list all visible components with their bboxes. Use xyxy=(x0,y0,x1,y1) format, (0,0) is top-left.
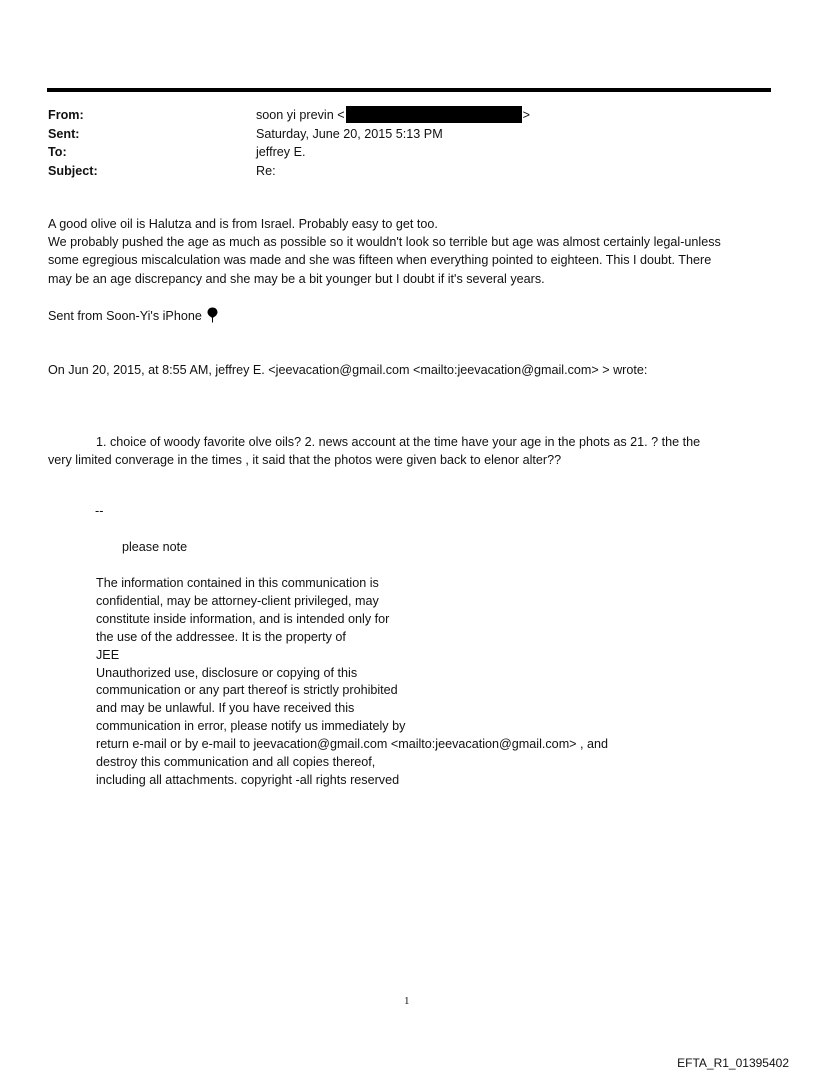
disclaimer-line: JEE xyxy=(96,647,120,662)
disclaimer-line: The information contained in this communication is xyxy=(96,576,379,590)
from-open-bracket: < xyxy=(337,108,345,122)
header-rule xyxy=(47,88,771,92)
body-line: A good olive oil is Halutza and is from Israel. Probably easy to get too. xyxy=(48,217,438,231)
disclaimer-line: confidential, may be attorney-client privileged, may xyxy=(96,593,379,608)
bates-number: EFTA_R1_01395402 xyxy=(677,1056,789,1070)
from-label: From: xyxy=(48,108,84,122)
disclaimer-line: including all attachments. copyright -all rights reserved xyxy=(96,772,400,787)
quoted-line: 1. choice of woody favorite olve oils? 2. news account at the time have your age in the phots as 21. ? the the xyxy=(96,435,701,449)
disclaimer-line: return e-mail or by e-mail to jeevacation@gmail.com <mailto:jeevacation@gmail.com> , and xyxy=(96,737,609,752)
location-pin-icon xyxy=(207,307,218,323)
disclaimer-line: and may be unlawful. If you have received this xyxy=(96,701,355,716)
redaction-box xyxy=(346,106,522,123)
disclaimer-line: constitute inside information, and is intended only for xyxy=(96,611,390,626)
to-label: To: xyxy=(48,145,67,159)
disclaimer-line: communication in error, please notify us immediately by xyxy=(96,719,406,734)
from-close-bracket: > xyxy=(522,108,530,122)
subject-value: Re: xyxy=(256,163,276,178)
sender-name: soon yi previn xyxy=(256,108,334,122)
disclaimer-line: Unauthorized use, disclosure or copying of this xyxy=(96,665,358,680)
confidentiality-disclaimer xyxy=(96,575,608,790)
to-value: jeffrey E. xyxy=(256,145,306,159)
quote-header: On Jun 20, 2015, at 8:55 AM, jeffrey E. <jeevacation@gmail.com <mailto:jeevacation@gmail.com> > wrote: xyxy=(48,363,648,377)
body-line: some egregious miscalculation was made and she was fifteen when everything pointed to eighteen. This I doubt. There xyxy=(48,253,712,268)
from-value xyxy=(256,106,530,125)
subject-label: Subject: xyxy=(48,163,98,178)
signature xyxy=(48,307,776,325)
disclaimer-line: the use of the addressee. It is the property of xyxy=(96,629,346,644)
message-body xyxy=(48,215,776,288)
disclaimer-line: destroy this communication and all copies thereof, xyxy=(96,755,376,770)
signature-text: Sent from Soon-Yi's iPhone xyxy=(48,309,202,323)
body-line: We probably pushed the age as much as possible so it wouldn't look so terrible but age was almost certainly legal-unless xyxy=(48,235,721,250)
disclaimer-line: communication or any part thereof is strictly prohibited xyxy=(96,683,398,698)
please-note: please note xyxy=(122,540,188,554)
signature-separator: -- xyxy=(95,504,104,518)
body-line: may be an age discrepancy and she may be a bit younger but I doubt if it's several years. xyxy=(48,271,545,286)
sent-value: Saturday, June 20, 2015 5:13 PM xyxy=(256,126,443,141)
quoted-line: very limited converage in the times , it said that the photos were given back to elenor alter?? xyxy=(48,453,562,468)
quoted-message xyxy=(48,433,776,469)
sent-label: Sent: xyxy=(48,126,80,141)
page-number: 1 xyxy=(404,995,410,1007)
